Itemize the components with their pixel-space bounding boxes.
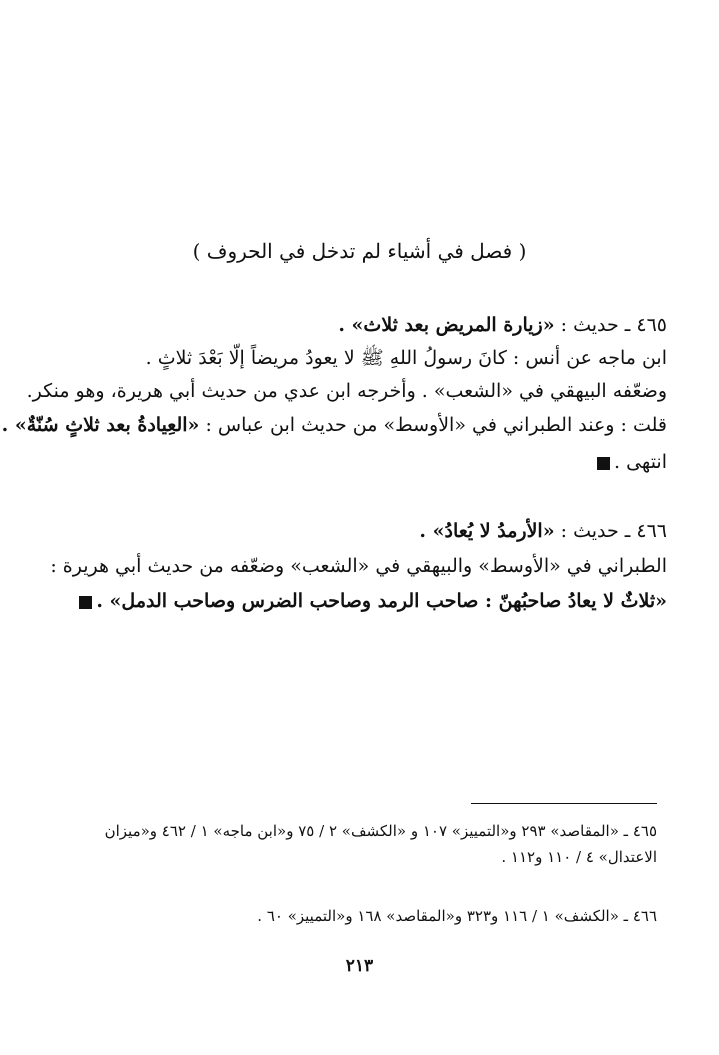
hadith-466-line-1: الطبراني في «الأوسط» والبيهقي في «الشعب» وضعّفه من حديث أبي هريرة :: [50, 555, 667, 577]
hadith-465-line-3-b: «العِيادةُ بعد ثلاثٍ سُنّةٌ» .: [1, 414, 200, 436]
page-number: ٢١٣: [345, 956, 374, 976]
hadith-465-line-1: ابن ماجه عن أنس : كانَ رسولُ اللهِ ﷺ لا يعودُ مريضاً إلّا بَعْدَ ثلاثٍ .: [145, 347, 667, 369]
hadith-466-title: [52, 516, 667, 546]
hadith-465-line-3: [1, 410, 667, 440]
hadith-465-title: [52, 310, 667, 340]
end-square-icon: [79, 596, 92, 609]
hadith-466-text: «الأرمدُ لا يُعادُ» .: [419, 520, 555, 542]
footnote-465-line-2: الاعتدال» ٤ / ١١٠ و١١٢ .: [501, 848, 657, 866]
hadith-465-number: ٤٦٥ ـ حديث :: [560, 314, 667, 336]
hadith-465-line-3-a: قلت : وعند الطبراني في «الأوسط» من حديث ابن عباس :: [205, 414, 667, 436]
hadith-466-quote: «ثلاثٌ لا يعادُ صاحبُهنّ : صاحب الرمد وصاحب الضرس وصاحب الدمل» .: [96, 590, 667, 612]
hadith-466-number: ٤٦٦ ـ حديث :: [560, 520, 667, 542]
footnote-465-line-1: ٤٦٥ ـ «المقاصد» ٢٩٣ و«التمييز» ١٠٧ و «الكشف» ٢ / ٧٥ و«ابن ماجه» ١ / ٤٦٢ و«ميزان: [104, 822, 657, 840]
hadith-465-end-text: انتهى .: [614, 451, 667, 473]
section-title: ( فصل في أشياء لم تدخل في الحروف ): [192, 239, 527, 263]
footnote-divider: [471, 803, 657, 804]
end-square-icon: [597, 457, 610, 470]
hadith-466-line-2: [52, 586, 667, 616]
hadith-465-line-4: [52, 447, 667, 477]
footnote-466: ٤٦٦ ـ «الكشف» ١ / ١١٦ و٣٢٣ و«المقاصد» ١٦٨ و«التمييز» ٦٠ .: [257, 907, 657, 925]
hadith-465-line-2: وضعّفه البيهقي في «الشعب» . وأخرجه ابن عدي من حديث أبي هريرة، وهو منكر.: [26, 380, 667, 402]
hadith-465-text: «زيارة المريض بعد ثلاث» .: [338, 314, 555, 336]
